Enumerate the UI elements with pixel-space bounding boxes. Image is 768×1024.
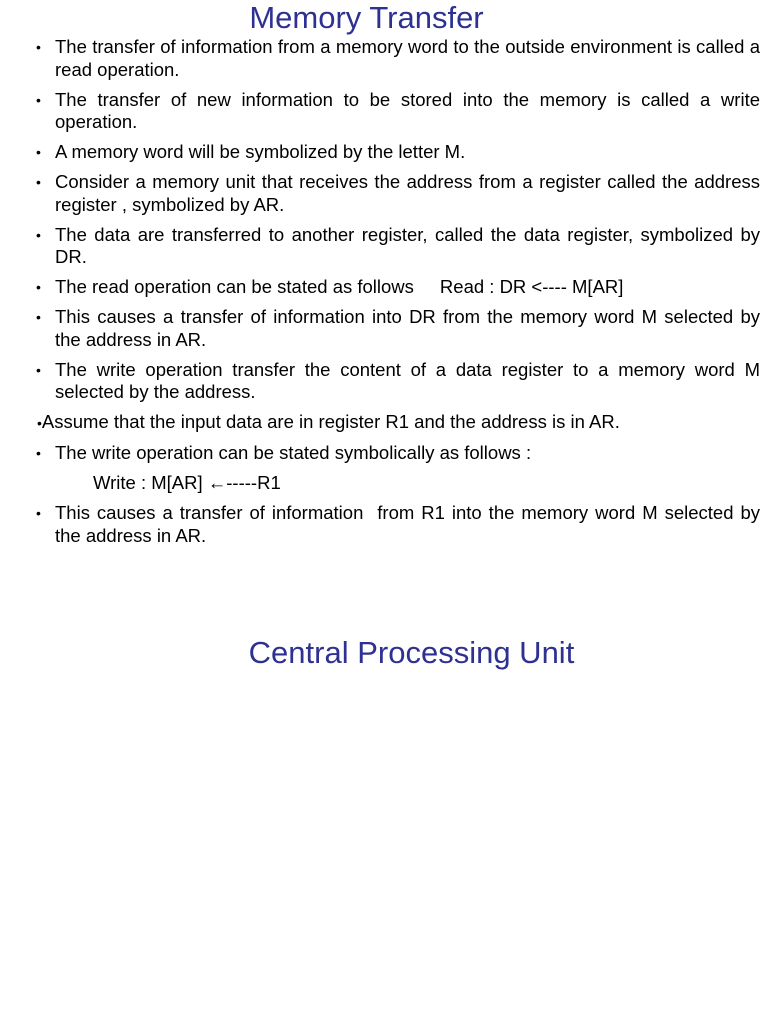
list-item bbox=[0, 171, 768, 216]
bullet-text: The transfer of new information to be stored into the memory is called a write operation. bbox=[55, 88, 760, 132]
bullet-icon: • bbox=[36, 279, 41, 295]
bullet-text: The transfer of information from a memory word to the outside environment is called a read operation. bbox=[55, 36, 760, 80]
list-item bbox=[0, 502, 768, 547]
list-item bbox=[0, 141, 768, 164]
bullet-icon: • bbox=[36, 144, 41, 160]
list-item bbox=[0, 411, 768, 435]
bullet-text: The write operation transfer the content of a data register to a memory word M selected by the address. bbox=[55, 358, 760, 402]
bullet-text: This causes a transfer of information from R1 into the memory word M selected by the address in AR. bbox=[55, 502, 766, 546]
bullet-text: Consider a memory unit that receives the address from a register called the address register , symbolized by AR. bbox=[55, 171, 760, 215]
list-item bbox=[0, 224, 768, 269]
slide-title-central-processing-unit: Central Processing Unit bbox=[248, 635, 575, 670]
bullet-icon: • bbox=[36, 174, 41, 190]
list-item bbox=[0, 359, 768, 404]
slide-title-memory-transfer: Memory Transfer bbox=[249, 0, 484, 35]
bullet-list bbox=[0, 36, 768, 555]
bullet-icon: • bbox=[36, 309, 41, 325]
bullet-text: The data are transferred to another register, called the data register, symbolized by DR. bbox=[55, 223, 760, 267]
bullet-icon: • bbox=[36, 505, 41, 521]
write-statement-lead: The write operation can be stated symbolically as follows : bbox=[55, 442, 532, 463]
read-statement-lead: The read operation can be stated as follows bbox=[55, 276, 414, 297]
bullet-icon: • bbox=[36, 91, 41, 108]
bullet-icon: • bbox=[37, 415, 42, 431]
list-item bbox=[0, 89, 768, 134]
bullet-text: This causes a transfer of information into DR from the memory word M selected by the address in AR. bbox=[55, 306, 760, 350]
bullet-icon: • bbox=[36, 361, 41, 378]
write-statement-expression: Write : M[AR] ←-----R1 bbox=[93, 472, 281, 493]
list-item bbox=[0, 442, 768, 465]
bullet-text: A memory word will be symbolized by the letter M. bbox=[55, 141, 466, 162]
list-item bbox=[0, 36, 768, 81]
list-item bbox=[0, 276, 768, 299]
bullet-icon: • bbox=[36, 226, 41, 243]
list-item bbox=[0, 306, 768, 351]
read-statement-expression: Read : DR <---- M[AR] bbox=[439, 276, 624, 297]
bullet-icon: • bbox=[36, 39, 41, 55]
bullet-icon: • bbox=[36, 445, 41, 461]
bullet-text: Assume that the input data are in register R1 and the address is in AR. bbox=[41, 411, 620, 432]
